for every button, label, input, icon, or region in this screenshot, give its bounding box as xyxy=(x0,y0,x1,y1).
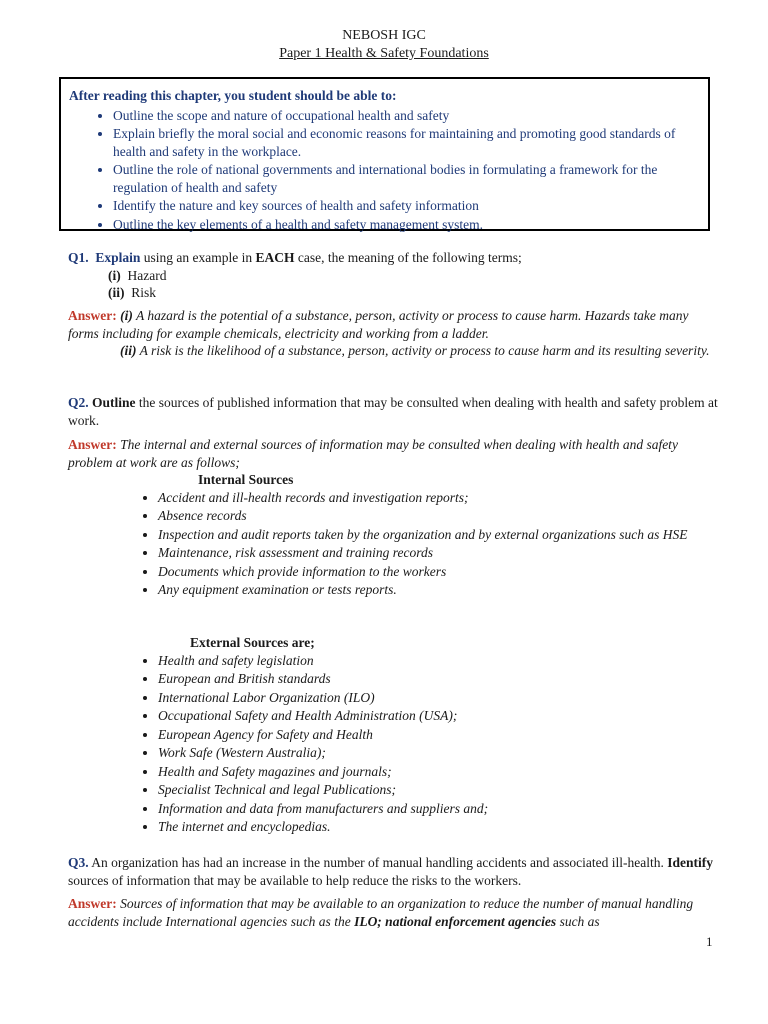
list-item: • Maintenance, risk assessment and training records xyxy=(158,544,718,562)
external-sources-heading: External Sources are; xyxy=(190,635,315,650)
question-text: case, the meaning of the following terms; xyxy=(294,250,522,265)
question-1 xyxy=(68,249,718,302)
question-text: sources of information that may be available to help reduce the risks to the workers. xyxy=(68,872,522,888)
external-sources xyxy=(68,634,718,837)
internal-sources-list xyxy=(68,489,718,599)
question-verb: Explain xyxy=(95,250,141,265)
list-item: • Health and Safety magazines and journals; xyxy=(158,763,718,781)
answer-text: The internal and external sources of information may be consulted when dealing with health and safety problem at work are as follows; xyxy=(68,437,678,470)
list-item: • Information and data from manufacturers and suppliers and; xyxy=(158,800,718,818)
question-number: Q3. xyxy=(68,855,89,870)
answer-1-part-ii xyxy=(68,342,718,360)
sub-number: (i) xyxy=(108,267,121,283)
question-1-sub-ii xyxy=(108,284,718,302)
list-item: • Accident and ill-health records and investigation reports; xyxy=(158,489,718,507)
list-item: • International Labor Organization (ILO) xyxy=(158,689,718,707)
answer-text: Sources of information that may be available to an organization to reduce the number of manual handling accidents include International agencies such as the xyxy=(68,896,694,929)
answer-part-number: (i) xyxy=(120,308,133,323)
list-item: • Identify the nature and key sources of health and safety information xyxy=(113,197,700,215)
list-item: • Explain briefly the moral social and economic reasons for maintaining and promoting good standards of health and safety in the workplace. xyxy=(113,125,700,160)
question-emphasis: EACH xyxy=(255,250,295,265)
answer-part-number: (ii) xyxy=(120,343,137,358)
answer-text: A risk is the likelihood of a substance, person, activity or process to cause harm and its resulting severity. xyxy=(136,343,710,358)
question-text: the sources of published information that may be consulted when dealing with health and safety problem at work. xyxy=(68,395,718,428)
question-verb: Outline xyxy=(92,395,136,410)
answer-label: Answer: xyxy=(68,437,117,452)
document-header-subtitle: Paper 1 Health & Safety Foundations xyxy=(279,46,489,61)
question-number: Q1. xyxy=(68,250,89,265)
page-number: 1 xyxy=(706,934,713,949)
learning-objectives-list xyxy=(69,107,700,234)
question-text: using an example in xyxy=(140,250,256,265)
list-item: • Occupational Safety and Health Administration (USA); xyxy=(158,707,718,725)
list-item: • Specialist Technical and legal Publications; xyxy=(158,781,718,799)
list-item: • European and British standards xyxy=(158,670,718,688)
list-item: • Work Safe (Western Australia); xyxy=(158,744,718,762)
question-verb: Identify xyxy=(667,855,713,870)
sub-number: (ii) xyxy=(108,285,125,300)
answer-1 xyxy=(68,307,718,360)
question-2 xyxy=(68,394,718,429)
sub-text: Risk xyxy=(131,285,157,300)
list-item: • European Agency for Safety and Health xyxy=(158,726,718,744)
sub-text: Hazard xyxy=(127,267,167,283)
learning-objectives-box xyxy=(59,77,710,231)
answer-label: Answer: xyxy=(68,896,117,911)
answer-2-intro xyxy=(68,436,718,471)
answer-1-part-i xyxy=(68,307,718,342)
list-item: • Health and safety legislation xyxy=(158,652,718,670)
answer-2 xyxy=(68,436,718,600)
external-sources-list xyxy=(68,652,718,836)
learning-objectives-title: After reading this chapter, you student should be able to: xyxy=(69,88,397,103)
question-number: Q2. xyxy=(68,395,89,410)
question-1-sub-i xyxy=(108,267,718,285)
list-item: • The internet and encyclopedias. xyxy=(158,818,718,836)
list-item: • Absence records xyxy=(158,507,718,525)
answer-3 xyxy=(68,895,718,930)
question-text: An organization has had an increase in the number of manual handling accidents and associated ill-health. xyxy=(88,855,668,870)
answer-emphasis: ILO; national enforcement agencies xyxy=(354,913,557,929)
list-item: • Inspection and audit reports taken by the organization and by external organizations such as HSE xyxy=(158,526,718,544)
list-item: • Documents which provide information to the workers xyxy=(158,563,718,581)
question-1-text xyxy=(68,249,718,267)
list-item: • Outline the role of national governments and international bodies in formulating a framework for the regulation of health and safety xyxy=(113,161,700,196)
list-item: • Outline the key elements of a health and safety management system. xyxy=(113,216,700,234)
question-3 xyxy=(68,854,718,889)
document-header-title: NEBOSH IGC xyxy=(342,28,426,43)
answer-text: A hazard is the potential of a substance, person, activity or process to cause harm. Hazards take many forms including for example chemicals, electricity and working from a ladder. xyxy=(68,308,689,341)
internal-sources-heading: Internal Sources xyxy=(198,472,294,487)
answer-label: Answer: xyxy=(68,308,117,323)
answer-text: such as xyxy=(556,913,600,929)
list-item: • Outline the scope and nature of occupational health and safety xyxy=(113,107,700,125)
list-item: • Any equipment examination or tests reports. xyxy=(158,581,718,599)
